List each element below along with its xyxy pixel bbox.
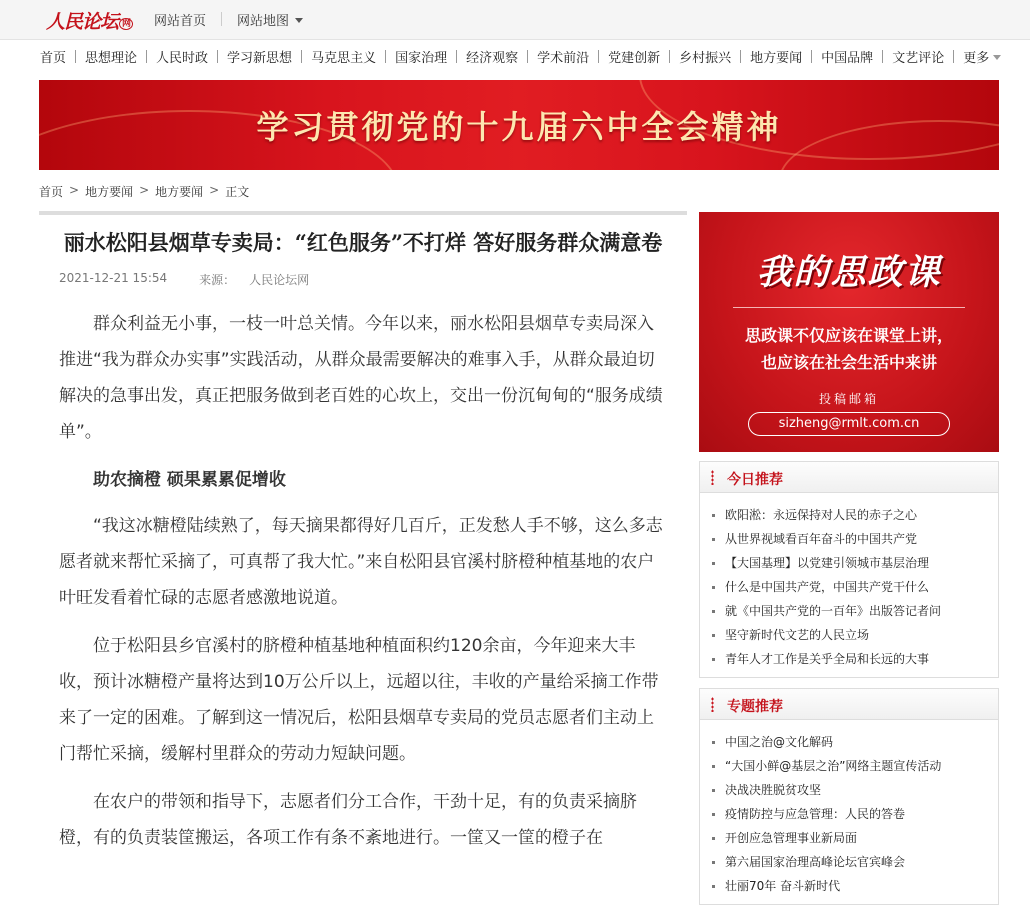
chevron-right-icon: >	[209, 183, 220, 197]
list-item[interactable]: 青年人才工作是关乎全局和长远的大事	[700, 647, 998, 671]
nav-item-home[interactable]: 首页	[40, 51, 67, 66]
chevron-down-icon	[993, 55, 1001, 60]
top-bar	[0, 0, 1030, 40]
ad-slogan	[699, 322, 999, 376]
dots-icon	[711, 697, 714, 712]
nav-item-governance[interactable]: 国家治理	[395, 51, 448, 66]
list-item[interactable]: 从世界视域看百年奋斗的中国共产党	[700, 527, 998, 551]
divider	[740, 50, 741, 63]
ad-title: 我的思政课	[756, 252, 942, 293]
nav-item-theory[interactable]: 思想理论	[85, 51, 138, 66]
nav-item-arts[interactable]: 文艺评论	[892, 51, 945, 66]
divider	[146, 50, 147, 63]
nav-item-new-thought[interactable]: 学习新思想	[227, 51, 293, 66]
list-item[interactable]: 欧阳淞：永远保持对人民的赤子之心	[700, 503, 998, 527]
nav-item-brand[interactable]: 中国品牌	[821, 51, 874, 66]
divider	[953, 50, 954, 63]
divider	[217, 50, 218, 63]
banner-title: 学习贯彻党的十九届六中全会精神	[256, 108, 782, 146]
site-logo[interactable]: 人民论坛 网	[46, 7, 133, 34]
divider	[221, 12, 222, 26]
list-item[interactable]: 第六届国家治理高峰论坛官宾峰会	[700, 850, 998, 874]
article	[39, 211, 687, 868]
divider	[669, 50, 670, 63]
breadcrumb-local-sub[interactable]: 地方要闻	[155, 185, 204, 199]
ad-mail-label: 投稿邮箱	[818, 392, 879, 406]
breadcrumb-local[interactable]: 地方要闻	[85, 185, 134, 199]
list-item[interactable]: “大国小鲜@基层之治”网络主题宣传活动	[700, 754, 998, 778]
divider	[527, 50, 528, 63]
paragraph: “我这冰糖橙陆续熟了，每天摘果都得好几百斤，正发愁人手不够，这么多志愿者就来帮忙采摘了，可真帮了我大忙。”来自松阳县官溪村脐橙种植基地的农户叶旺发看着忙碌的志愿者感激地说道。	[59, 516, 663, 608]
paragraph: 位于松阳县乡官溪村的脐橙种植基地种植面积约120余亩，今年迎来大丰收，预计冰糖橙产量将达到10万公斤以上，远超以往，丰收的产量给采摘工作带来了一定的困难。了解到这一情况后，松阳县烟草专卖局的党员志愿者们主动上门帮忙采摘，缓解村里群众的劳动力短缺问题。	[59, 636, 659, 764]
logo-suffix: 网	[119, 18, 133, 30]
list-item[interactable]: 什么是中国共产党，中国共产党干什么	[700, 575, 998, 599]
breadcrumb-current: 正文	[225, 185, 250, 199]
box-title: 专题推荐	[727, 699, 783, 715]
divider	[456, 50, 457, 63]
paragraph: 在农户的带领和指导下，志愿者们分工合作，干劲十足，有的负责采摘脐橙，有的负责装筐搬运，各项工作有条不紊地进行。一筐又一筐的橙子在	[59, 792, 637, 848]
nav-item-marxism[interactable]: 马克思主义	[311, 51, 377, 66]
divider	[301, 50, 302, 63]
breadcrumb	[39, 183, 249, 200]
divider	[882, 50, 883, 63]
list-item[interactable]: 疫情防控与应急管理：人民的答卷	[700, 802, 998, 826]
box-title: 今日推荐	[727, 472, 783, 488]
top-nav	[154, 10, 303, 29]
sizheng-ad-banner[interactable]	[699, 212, 999, 452]
list-item[interactable]: 【大国基理】以党建引领城市基层治理	[700, 551, 998, 575]
special-recommend-box	[699, 688, 999, 905]
chevron-down-icon	[295, 18, 303, 23]
recommend-list	[700, 493, 998, 677]
campaign-banner[interactable]	[39, 80, 999, 170]
list-item[interactable]: 决战决胜脱贫攻坚	[700, 778, 998, 802]
publish-date: 2021-12-21 15:54	[59, 271, 168, 285]
nav-item-party[interactable]: 党建创新	[608, 51, 661, 66]
dots-icon	[711, 470, 714, 485]
divider	[811, 50, 812, 63]
home-link[interactable]: 网站首页	[154, 14, 207, 29]
list-item[interactable]: 就《中国共产党的一百年》出版答记者问	[700, 599, 998, 623]
article-source: 来源： 人民论坛网	[199, 273, 310, 287]
box-header	[700, 689, 998, 720]
nav-item-academic[interactable]: 学术前沿	[537, 51, 590, 66]
list-item[interactable]: 壮丽70年 奋斗新时代	[700, 874, 998, 898]
sitemap-dropdown[interactable]: 网站地图	[237, 10, 303, 29]
article-title: 丽水松阳县烟草专卖局：“红色服务”不打烊 答好服务群众满意卷	[63, 230, 663, 255]
nav-item-politics[interactable]: 人民时政	[156, 51, 209, 66]
main-nav	[40, 47, 1001, 66]
today-recommend-box	[699, 461, 999, 678]
paragraph: 群众利益无小事，一枝一叶总关情。今年以来，丽水松阳县烟草专卖局深入推进“我为群众办实事”实践活动，从群众最需要解决的难事入手，从群众最迫切解决的急事出发，真正把服务做到老百姓的心坎上，交出一份沉甸甸的“服务成绩单”。	[59, 314, 663, 442]
divider	[75, 50, 76, 63]
ad-slogan-line: 思政课不仅应该在课堂上讲，	[744, 326, 953, 345]
list-item[interactable]: 开创应急管理事业新局面	[700, 826, 998, 850]
divider	[733, 307, 965, 308]
list-item[interactable]: 坚守新时代文艺的人民立场	[700, 623, 998, 647]
chevron-right-icon: >	[139, 183, 150, 197]
divider	[385, 50, 386, 63]
box-header	[700, 462, 998, 493]
special-list	[700, 720, 998, 904]
divider	[598, 50, 599, 63]
list-item[interactable]: 中国之治@文化解码	[700, 730, 998, 754]
ad-email: sizheng@rmlt.com.cn	[748, 412, 950, 436]
nav-item-economy[interactable]: 经济观察	[466, 51, 519, 66]
article-meta	[59, 271, 687, 288]
nav-item-rural[interactable]: 乡村振兴	[679, 51, 732, 66]
section-heading: 助农摘橙 硕果累累促增收	[93, 470, 286, 490]
breadcrumb-home[interactable]: 首页	[39, 185, 64, 199]
article-body	[59, 306, 667, 856]
chevron-right-icon: >	[69, 183, 80, 197]
source-name: 人民论坛网	[249, 273, 310, 287]
ad-slogan-line: 也应该在社会生活中来讲	[760, 353, 937, 372]
nav-item-local[interactable]: 地方要闻	[750, 51, 803, 66]
nav-item-more[interactable]: 更多	[963, 47, 1001, 66]
